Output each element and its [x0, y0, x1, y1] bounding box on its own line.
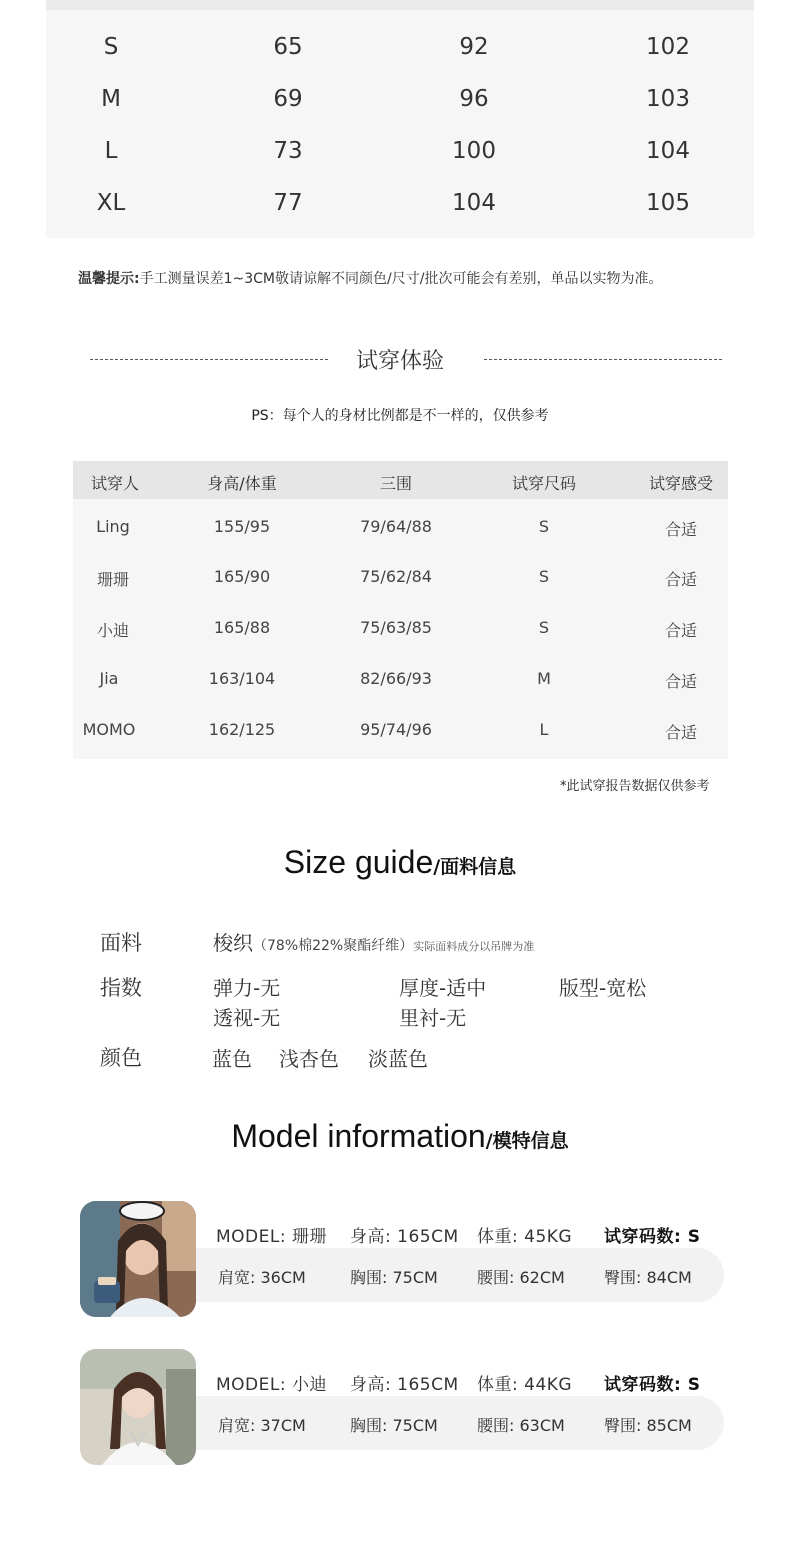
size-cell: XL: [96, 190, 126, 216]
measurements-cell: 79/64/88: [360, 517, 432, 536]
model-chest: 胸围: 75CM: [350, 1416, 438, 1435]
size-table-header-strip: [46, 0, 754, 10]
model-size: [604, 1222, 700, 1247]
index-label: 指数: [100, 976, 142, 1000]
table-row: [46, 20, 754, 72]
measurements-cell: 95/74/96: [360, 720, 432, 739]
height-weight-cell: 165/90: [213, 567, 271, 586]
size-guide-title-en: Size guide: [283, 844, 434, 880]
value-cell: 104: [646, 138, 690, 164]
size-cell: M: [101, 86, 121, 112]
model-weight: 体重: 44KG: [477, 1375, 573, 1395]
measurement-note: [78, 268, 662, 288]
note-label: 温馨提示:: [78, 271, 140, 287]
size-cell: L: [104, 138, 118, 164]
model-height: 身高: 165CM: [350, 1375, 459, 1395]
fabric-type: 梭织: [213, 931, 253, 955]
header-feeling: 试穿感受: [648, 474, 714, 493]
fabric-value: [213, 927, 534, 956]
tester-cell: 小迪: [96, 621, 130, 640]
header-size: 试穿尺码: [511, 474, 577, 493]
model-height: 身高: 165CM: [350, 1227, 459, 1247]
size-cell: S: [538, 618, 550, 637]
lining-index: 里衬-无: [399, 1006, 467, 1030]
table-row: [46, 176, 754, 228]
fitting-title: 试穿体验: [355, 349, 444, 374]
fit-index: 版型-宽松: [559, 976, 647, 1000]
dashed-divider-right: [484, 359, 722, 360]
height-weight-cell: 162/125: [208, 720, 276, 739]
header-measurements: 三围: [379, 474, 413, 493]
note-text: 手工测量误差1~3CM敬请谅解不同颜色/尺寸/批次可能会有差别，单品以实物为准。: [139, 271, 663, 287]
value-cell: 104: [452, 190, 496, 216]
measurements-cell: 82/66/93: [360, 669, 432, 688]
sheer-index: 透视-无: [213, 1006, 281, 1030]
tester-cell: 珊珊: [96, 570, 130, 589]
value-cell: 105: [646, 190, 690, 216]
model-info-title-en: Model information: [231, 1118, 486, 1154]
height-weight-cell: 155/95: [213, 517, 271, 536]
value-cell: 73: [273, 138, 303, 164]
model-weight: 体重: 45KG: [477, 1227, 573, 1247]
size-guide-title-cn: /面料信息: [433, 856, 517, 878]
model-name: MODEL: 珊珊: [216, 1227, 327, 1247]
height-weight-cell: 163/104: [208, 669, 276, 688]
table-row: [73, 720, 728, 770]
color-option: 蓝色: [212, 1047, 252, 1071]
header-tester: 试穿人: [90, 474, 140, 493]
fitting-ps: PS：每个人的身材比例都是不一样的，仅供参考: [251, 408, 549, 424]
tester-cell: Ling: [96, 517, 130, 536]
model-photo: [80, 1349, 196, 1465]
model-card: [80, 1201, 725, 1319]
size-cell: S: [538, 517, 550, 536]
model-size-value: 试穿码数: S: [604, 1227, 701, 1247]
feeling-cell: 合适: [664, 621, 698, 640]
feeling-cell: 合适: [664, 672, 698, 691]
model-hip: 臀围: 84CM: [604, 1268, 692, 1287]
model-name: MODEL: 小迪: [216, 1375, 327, 1395]
size-cell: S: [538, 567, 550, 586]
color-option: 淡蓝色: [368, 1047, 428, 1071]
value-cell: 77: [273, 190, 303, 216]
feeling-cell: 合适: [664, 723, 698, 742]
tester-cell: MOMO: [82, 720, 136, 739]
value-cell: 96: [459, 86, 489, 112]
feeling-cell: 合适: [664, 570, 698, 589]
fitting-table: [73, 461, 728, 759]
fitting-footnote: *此试穿报告数据仅供参考: [560, 779, 710, 794]
model-size: [604, 1370, 700, 1395]
table-row: [46, 72, 754, 124]
size-cell: M: [537, 669, 551, 688]
model-hip: 臀围: 85CM: [604, 1416, 692, 1435]
size-cell: L: [539, 720, 549, 739]
model-info-title-cn: /模特信息: [485, 1130, 569, 1152]
header-height-weight: 身高/体重: [207, 474, 277, 493]
value-cell: 102: [646, 34, 690, 60]
size-table: [46, 0, 754, 238]
value-cell: 69: [273, 86, 303, 112]
fabric-label: 面料: [100, 931, 142, 955]
table-row: [73, 669, 728, 719]
value-cell: 103: [646, 86, 690, 112]
model-card: [80, 1349, 725, 1467]
color-label: 颜色: [100, 1046, 142, 1070]
height-weight-cell: 165/88: [213, 618, 271, 637]
elastic-index: 弹力-无: [213, 976, 281, 1000]
measurements-cell: 75/62/84: [360, 567, 432, 586]
table-row: [73, 618, 728, 668]
measurements-cell: 75/63/85: [360, 618, 432, 637]
table-row: [73, 567, 728, 617]
size-cell: S: [103, 34, 119, 60]
fitting-table-header: [73, 461, 728, 499]
model-photo: [80, 1201, 196, 1317]
model-waist: 腰围: 63CM: [477, 1416, 565, 1435]
model-size-value: 试穿码数: S: [604, 1375, 701, 1395]
table-row: [73, 517, 728, 567]
model-waist: 腰围: 62CM: [477, 1268, 565, 1287]
value-cell: 92: [459, 34, 489, 60]
thickness-index: 厚度-适中: [399, 976, 487, 1000]
fabric-composition: （78%棉22%聚酯纤维）: [253, 938, 414, 954]
model-chest: 胸围: 75CM: [350, 1268, 438, 1287]
feeling-cell: 合适: [664, 520, 698, 539]
model-shoulder: 肩宽: 37CM: [218, 1416, 306, 1435]
size-guide-title: [0, 844, 800, 881]
model-shoulder: 肩宽: 36CM: [218, 1268, 306, 1287]
model-info-title: [0, 1118, 800, 1155]
color-option: 浅杏色: [279, 1047, 339, 1071]
fabric-note: 实际面料成分以吊牌为准: [413, 940, 535, 953]
tester-cell: Jia: [99, 669, 119, 688]
value-cell: 100: [452, 138, 496, 164]
value-cell: 65: [273, 34, 303, 60]
table-row: [46, 124, 754, 176]
